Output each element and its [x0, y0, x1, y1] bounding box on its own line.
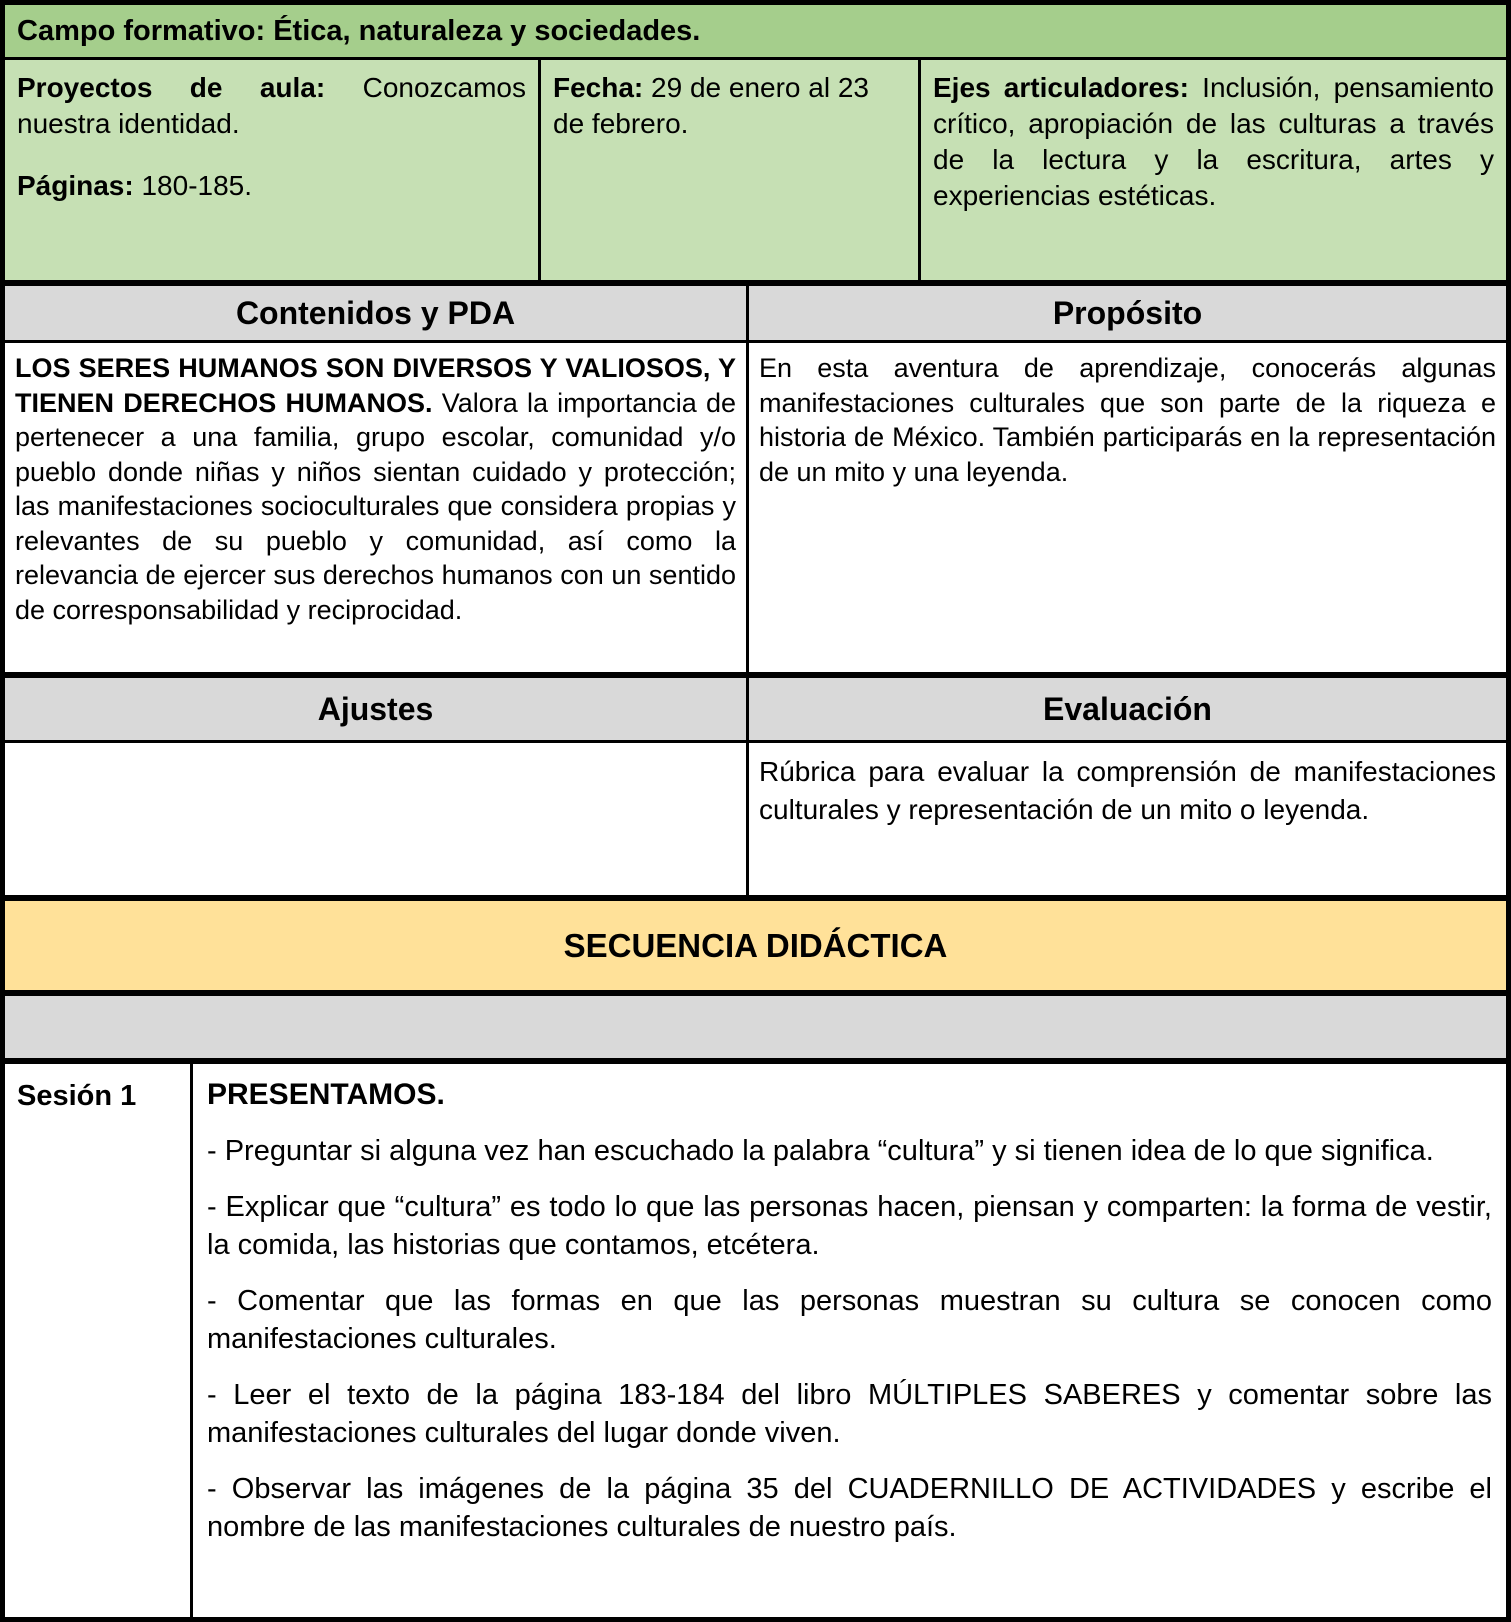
info-row	[5, 57, 1506, 280]
ejes-cell	[918, 60, 1506, 280]
contenidos-bold-lead: LOS SERES HUMANOS SON DIVERSOS Y VALIOSOS, Y TIENEN DERECHOS HUMANOS.	[15, 353, 736, 418]
ajustes-evaluacion-header-row	[5, 672, 1506, 740]
contenidos-text	[15, 351, 736, 627]
ajustes-header: Ajustes	[317, 690, 434, 727]
fecha-label: Fecha:	[553, 72, 644, 103]
session-bullets	[207, 1132, 1492, 1546]
evaluacion-content-cell	[746, 743, 1506, 895]
campo-formativo-row	[5, 5, 1506, 57]
campo-formativo-value: Ética, naturaleza y sociedades.	[273, 14, 701, 47]
session-content-cell	[190, 1064, 1506, 1617]
ajustes-content-cell	[5, 743, 746, 895]
campo-formativo-cell	[5, 15, 1506, 48]
proyectos-cell	[5, 60, 538, 280]
ejes-value: Inclusión, pensamiento crítico, apropiación de las culturas a través de la lectura y la escritura, artes y experiencias estéticas.	[933, 72, 1494, 211]
ajustes-evaluacion-content-row	[5, 740, 1506, 895]
secuencia-didactica-title: SECUENCIA DIDÁCTICA	[563, 926, 948, 964]
evaluacion-header: Evaluación	[746, 678, 1506, 740]
proyectos-paragraph	[17, 70, 526, 142]
session-label: Sesión 1	[17, 1080, 137, 1112]
contenidos-body: Valora la importancia de pertenecer a una familia, grupo escolar, comunidad y/o pueblo donde niñas y niños sientan cuidado y protección; las manifestaciones socioculturales que considera propias y relevantes de su pueblo y comunidad, así como la relevancia de ejercer sus derechos humanos con un sentido de corresponsabilidad y reciprocidad.	[15, 387, 736, 625]
proyectos-value: Conozcamos nuestra identidad.	[17, 72, 526, 139]
proyectos-label: Proyectos de aula:	[17, 72, 326, 103]
session-bullet: - Explicar que “cultura” es todo lo que las personas hacen, piensan y comparten: la forma de vestir, la comida, las historias que contamos, etcétera.	[207, 1191, 1492, 1261]
paginas-label: Páginas:	[17, 170, 134, 201]
proposito-body: En esta aventura de aprendizaje, conocerás algunas manifestaciones culturales que son parte de la riqueza e historia de México. También participarás en la representación de un mito y una leyenda.	[759, 353, 1496, 487]
session-bullet: - Preguntar si alguna vez han escuchado la palabra “cultura” y si tienen idea de lo que significa.	[207, 1135, 1434, 1167]
secuencia-didactica-banner	[5, 895, 1506, 990]
ejes-label: Ejes articuladores:	[933, 72, 1189, 103]
ejes-paragraph	[933, 70, 1494, 214]
session-title: PRESENTAMOS.	[207, 1078, 445, 1111]
session-row	[5, 1058, 1506, 1617]
paginas-paragraph	[17, 168, 526, 204]
contenidos-proposito-content-row	[5, 340, 1506, 672]
contenidos-content-cell	[5, 343, 746, 672]
fecha-paragraph	[553, 70, 906, 142]
evaluacion-body: Rúbrica para evaluar la comprensión de manifestaciones culturales y representación de un mito o leyenda.	[759, 756, 1496, 825]
session-bullet: - Observar las imágenes de la página 35 del CUADERNILLO DE ACTIVIDADES y escribe el nombre de las manifestaciones culturales de nuestro país.	[207, 1473, 1492, 1543]
session-bullet: - Leer el texto de la página 183-184 del libro MÚLTIPLES SABERES y comentar sobre las manifestaciones culturales del lugar donde viven.	[207, 1379, 1492, 1449]
session-bullet: - Comentar que las formas en que las personas muestran su cultura se conocen como manifestaciones culturales.	[207, 1285, 1492, 1355]
contenidos-proposito-header-row	[5, 280, 1506, 340]
empty-gray-band	[5, 990, 1506, 1058]
paginas-value: 180-185.	[141, 170, 253, 201]
proposito-header: Propósito	[746, 286, 1506, 340]
campo-formativo-label: Campo formativo:	[17, 14, 266, 47]
fecha-value: 29 de enero al 23 de febrero.	[553, 72, 869, 139]
contenidos-header: Contenidos y PDA	[235, 294, 516, 331]
proposito-content-cell	[746, 343, 1506, 672]
fecha-cell	[538, 60, 918, 280]
